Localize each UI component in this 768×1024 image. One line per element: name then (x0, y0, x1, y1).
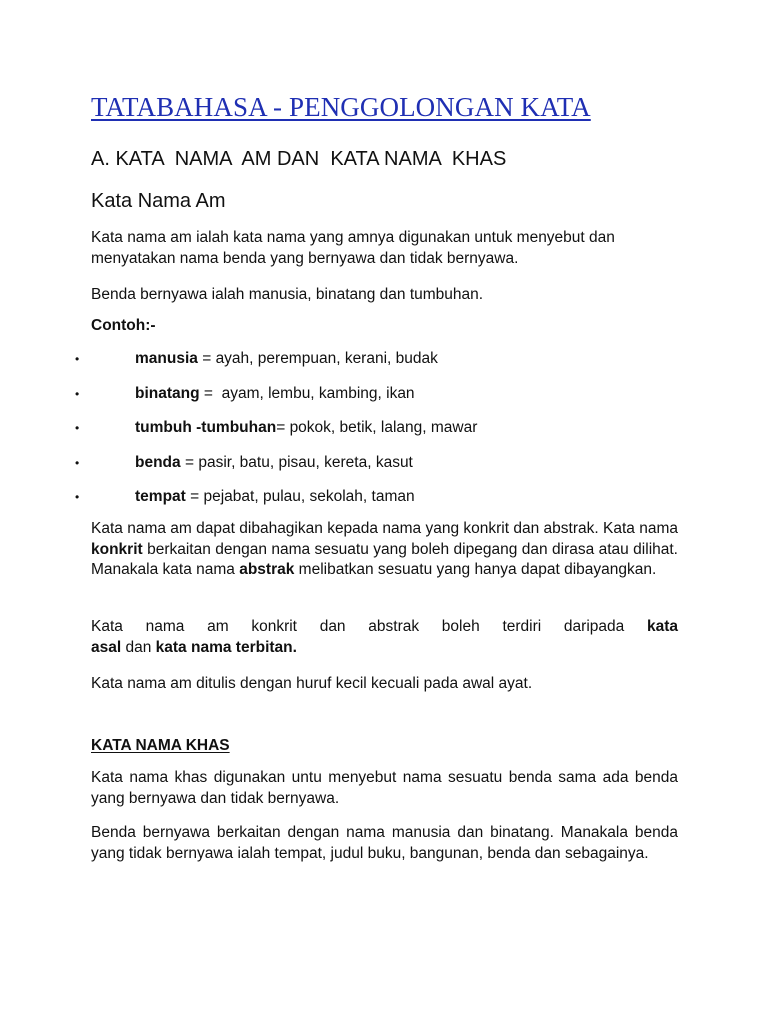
example-separator: = (197, 350, 216, 367)
list-item (75, 418, 651, 453)
kata-nama-khas-heading: KATA NAMA KHAS (91, 737, 230, 754)
list-item (75, 349, 651, 384)
paragraph-konkrit-abstrak (91, 519, 678, 581)
bullet-icon: • (75, 455, 80, 470)
list-item (75, 384, 651, 419)
p4-kata-nama-terbitan: kata nama terbitan. (155, 638, 297, 656)
paragraph-huruf-kecil: Kata nama am ditulis dengan huruf kecil kecuali pada awal ayat. (91, 675, 533, 692)
paragraph-khas-examples: Benda bernyawa berkaitan dengan nama manusia dan binatang. Manakala benda yang tidak bernyawa ialah tempat, judul buku, bangunan, benda dan sebagainya. (91, 824, 678, 862)
bullet-icon: • (75, 490, 80, 504)
list-item (75, 487, 651, 522)
example-desc: pokok, betik, lalang, mawar (289, 419, 478, 436)
p4-line1 (91, 617, 678, 638)
example-term: tumbuh -tumbuhan (135, 419, 277, 436)
p3-konkrit: konkrit (91, 540, 143, 558)
example-desc: ayah, perempuan, kerani, budak (215, 350, 438, 367)
paragraph-khas-definition: Kata nama khas digunakan untu menyebut nama sesuatu benda sama ada benda yang bernyawa dan tidak bernyawa. (91, 769, 678, 807)
bullet-icon: • (75, 386, 80, 401)
example-separator: = (185, 488, 204, 505)
p4-asal: asal (91, 638, 122, 656)
sub-heading-kata-nama-am: Kata Nama Am (91, 190, 226, 212)
p3-text-d: melibatkan sesuatu yang hanya dapat dibayangkan. (294, 561, 657, 578)
bullet-icon: • (75, 352, 80, 366)
example-text (135, 487, 415, 507)
example-text (135, 453, 413, 473)
paragraph-definition: Kata nama am ialah kata nama yang amnya digunakan untuk menyebut dan menyatakan nama benda yang bernyawa dan tidak bernyawa. (91, 229, 615, 267)
section-heading: A. KATA NAMA AM DAN KATA NAMA KHAS (91, 148, 507, 170)
list-item (75, 453, 651, 488)
examples-list (75, 349, 651, 522)
p3-abstrak: abstrak (239, 561, 295, 578)
example-term: benda (135, 453, 181, 471)
example-desc: pasir, batu, pisau, kereta, kasut (198, 453, 413, 471)
example-text (135, 349, 438, 369)
paragraph-kata-asal (91, 617, 678, 658)
contoh-label: Contoh:- (91, 317, 156, 334)
example-term: binatang (135, 384, 200, 402)
example-separator: = (199, 384, 222, 402)
example-term: tempat (135, 488, 186, 505)
example-term: manusia (135, 350, 198, 367)
p4-mid: dan (121, 638, 156, 656)
example-desc: ayam, lembu, kambing, ikan (221, 384, 415, 402)
document-title: TATABAHASA - PENGGOLONGAN KATA (91, 92, 591, 122)
p3-text-a: Kata nama am dapat dibahagikan kepada nama yang konkrit dan abstrak. Kata nama (91, 520, 678, 537)
p4-line1-text: Kata nama am konkrit dan abstrak boleh terdiri daripada (91, 618, 625, 635)
example-separator: = (180, 453, 199, 471)
example-separator: = (276, 419, 290, 436)
bullet-icon: • (75, 421, 80, 435)
paragraph-benda-bernyawa: Benda bernyawa ialah manusia, binatang dan tumbuhan. (91, 286, 484, 303)
p4-kata: kata (646, 618, 678, 635)
example-text (135, 384, 415, 404)
example-desc: pejabat, pulau, sekolah, taman (203, 488, 415, 505)
example-text (135, 418, 477, 438)
p3-text-c: berkaitan dengan nama sesuatu yang boleh dipegang dan dirasa atau dilihat. Manakala kata nama (91, 540, 678, 578)
